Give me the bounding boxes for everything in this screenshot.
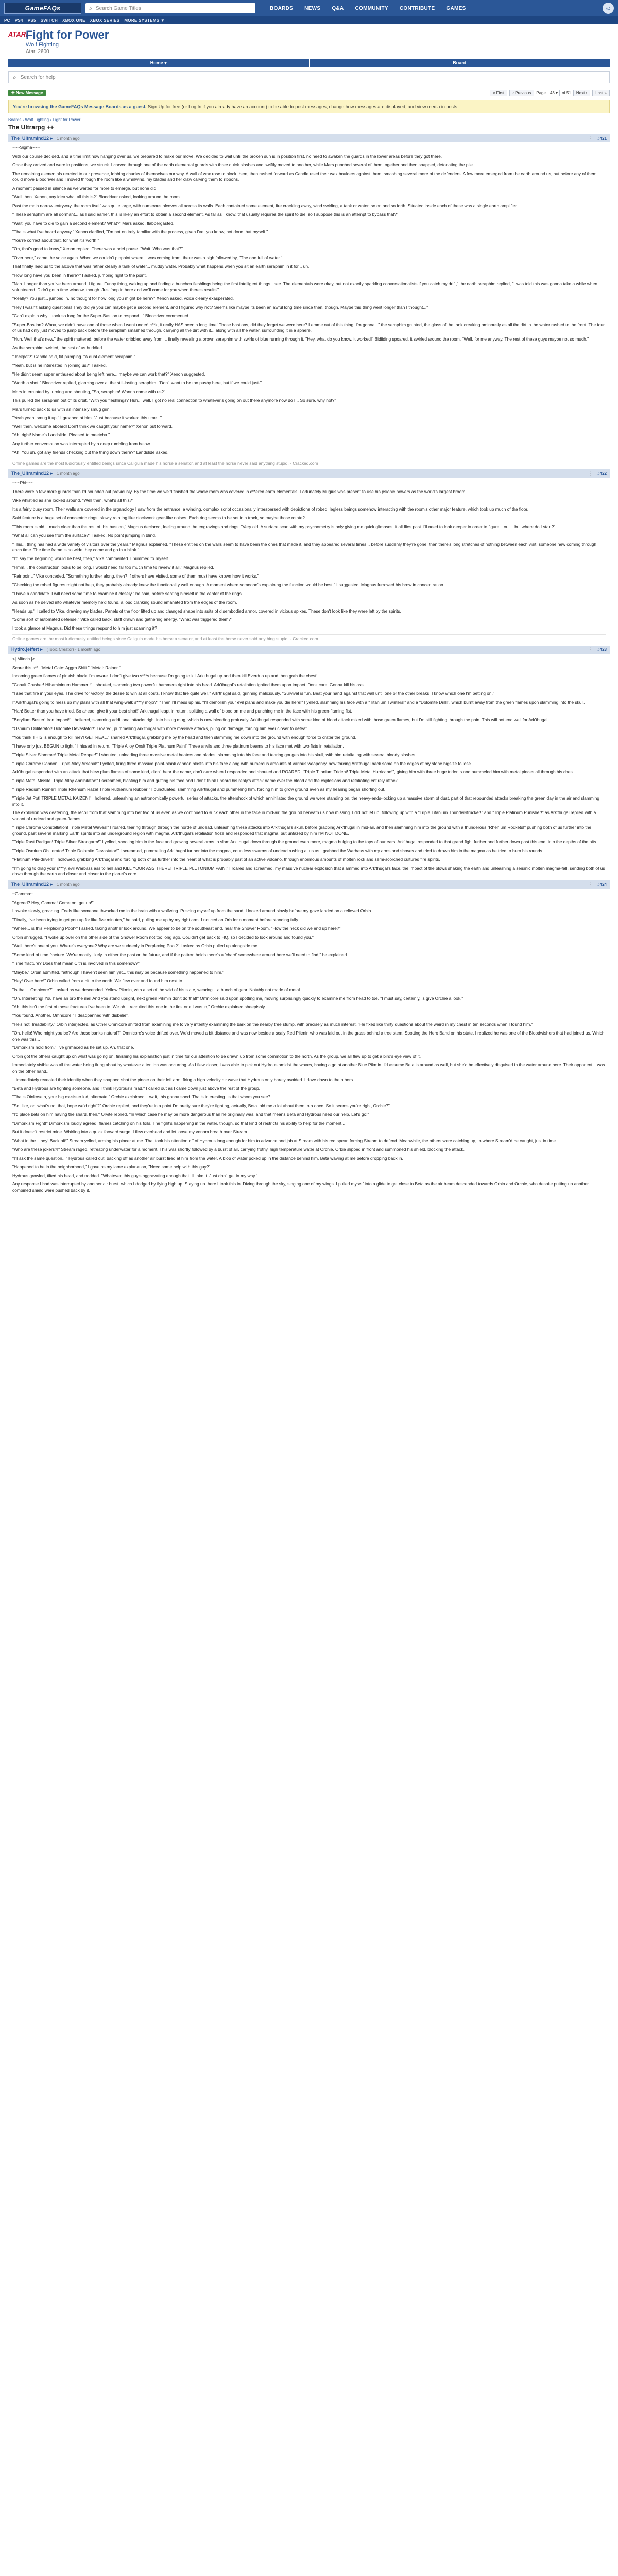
breadcrumb[interactable]: Boards › Wolf Fighting › Fight for Power [8, 117, 81, 122]
previous-page-button[interactable]: ‹ Previous [509, 90, 534, 96]
message-paragraph: "This... thing has had a wide variety of visitors over the years," Magnus explained, "These entities on the walls seem to have been the ones that made it, and they appeared several times... before suddenly they're gone, then there's long stretches of nothing between each visit, someone new coming through each time. The time frame is so wide they come and go in a blink." [12, 541, 597, 553]
message-paragraph: "Who are these jokers?!" Stream raged, retreating underwater for a moment. This was shortly followed by a burst of air, carrying frothy, high temperature water at Orchie. Orbie slipped in front and summoned his shield, blocking the attack. [12, 1146, 465, 1152]
message-paragraph: "Dimorkism Fight!" Dimorkism loudly agreed, flames catching on his foils. The fight's happening in the water, though, so that kind of restricts his ability to help for the moment... [12, 1121, 346, 1126]
message-paragraph: "Ah. You uh, got any friends checking out the thing down there?" Landslide asked. [12, 450, 169, 455]
message-paragraph: "Triple Osmium Obliterator! Triple Dolomite Devastator!" I screamed, pummelling Ark'thugal further into the magma, countless swarms of undead rushing at us as I grabbed the Warbass with my arms and shoves and tried to drown him in the magma as he tried to burn his rounds. [12, 848, 543, 853]
message-signature: Online games are the most ludicrously entitled beings since Caligula made his horse a senator, and at least the horse never said anything stupid. - Cracked.com [12, 459, 606, 466]
message-paragraph: "Some sort of automated defense," Vike called back, staff drawn and gathering energy. "What was triggered them?" [12, 617, 233, 622]
platform-more[interactable]: MORE SYSTEMS ▼ [124, 18, 165, 23]
message-post [8, 134, 610, 466]
search-icon: ⌕ [13, 73, 16, 81]
guest-notice [8, 100, 610, 113]
message-paragraph: "Yeah, but is he interested in joining us?" I asked. [12, 363, 107, 368]
message-paragraph: "That's what I've heard anyway," Xenon clarified, "I'm not entirely familiar with the process, given I've, you know, not done that myself." [12, 229, 268, 234]
message-header [8, 469, 610, 478]
nav-news[interactable]: NEWS [304, 5, 321, 11]
message-paragraph: Any further conversation was interrupted by a deep rumbling from below. [12, 441, 151, 447]
message-number[interactable]: #421 [597, 135, 607, 141]
message-paragraph: "He didn't seem super enthused about being left here... maybe we can work that?" Xenon suggested. [12, 371, 205, 377]
message-paragraph: "Time fracture? Does that mean Citri is involved in this somehow?" [12, 960, 140, 966]
message-number[interactable]: #422 [597, 471, 607, 476]
message-paragraph: "What in the... hey! Back off!" Stream yelled, arming his pincer at me. That took his attention off of Hydrous long enough for him to advance and jab at Stream with his red spear, forcing Stream to defend. Meanwhile, the others were catching up, to where Stream'd be caught, just in time. [12, 1138, 557, 1143]
message-date: 1 month ago [57, 882, 80, 887]
tab-board[interactable]: Board [309, 59, 610, 67]
message-number[interactable]: #423 [597, 647, 607, 652]
guest-notice-lead: You're browsing the GameFAQs Message Boards as a guest. [13, 104, 147, 109]
message-paragraph: "Cobalt Crusher! Hibamininum Hammer!!" I shouted, slamming two powerful hammers right into his head. Ark'thugal's retaliation ignited them upon impact. Don't care. Gonna kill his ass. [12, 682, 365, 688]
message-date: (Topic Creator) · 1 month ago [46, 647, 101, 652]
message-paragraph: "Osmium Obliterator! Dolomite Devastator!" I roared, pummelling Ark'thugal with more massive attacks, piling on damage, forcing him ever closer to defeat. [12, 725, 308, 731]
message-body [8, 142, 610, 466]
message-paragraph: Ark'thugal responded with an attack that blew plum flames of some kind, didn't hear the name, don't care when I responded and shouted and ROARED. "Triple Titanium Trident! Triple Metal Hurricane!", giving him with three huge tridents and pummeled him with metal pieces all through his chest. [12, 769, 575, 775]
message-paragraph: "Well then. Xenon, any idea what all this is?" Bloodriver asked, looking around the room. [12, 194, 181, 199]
message-paragraph: "Well then, welcome aboard! Don't think we caught your name?" Xenon put forward. [12, 423, 173, 429]
message-paragraph: "Oh. Interesting! You have an orb the me! And you stand upright, next green Pikmin don't do that!" Omnicore said upon spotting me, moving surprisingly quickly to examine me from head to toe. "I must say, certainly, is give Orchie a look." [12, 995, 464, 1001]
message-paragraph: Mars turned back to us with an intensely smug grin. [12, 406, 111, 412]
platform-xbox-one[interactable]: XBOX ONE [62, 18, 85, 23]
message-paragraph: "Heads up," I called to Vike, drawing my blades. Panels of the floor lifted up and changed shape into suits of disembodied armor, covered in vicious spikes. These don't look like they were left by the spirits. [12, 608, 401, 614]
message-paragraph: Immediately visible was all the water being flung about by whatever attention was occurring. As I flew closer, I was able to pick out Hydrous amidst the waves, having a go at another Blue Pikmin. I'd assume Beta is around as well, but she'd be effectively disguised in the water around here. Their opponent... was on the other hand... [12, 1062, 605, 1074]
message-paragraph: Score this s**. "Metal Gate: Aggro Shift." "Metal: Rainer." [12, 665, 121, 670]
message-paragraph: ~Gamma~ [12, 891, 33, 896]
message-paragraph: "Triple Chrome Constellation! Triple Metal Waves!" I roared, tearing through through the horde of undead, unleashing these attacks into Ark'thugal's skull, before grabbing Ark'thugal in mid-air, and then slamming him into the ground with a thunderous "Rhenium Rockets!" pushing both of us further into the ground, past several marking Earth spirits into an underground region with magma. Ark'thugal's retaliation froze and responded that magma, but unfazed by him I'M NOT DONE. [12, 824, 592, 836]
message-author[interactable]: The_Ultramind12 ▸ [11, 135, 53, 141]
message-paragraph: "Nah. Longer than you've been around, I figure. Funny thing, waking up and finding a bunchca fleshlings being the first intelligent things I see. The elementals were okay, but not exactly sparkling conversationalists if you catch my drift," the earth seraphim replied, "I was told this was gonna take a while when I volunteered. Didn't get a time window, though. Just 'hop in here and we'll come for you when there's results'" [12, 281, 600, 293]
message-paragraph: "You're correct about that, for what it's worth." [12, 238, 99, 243]
message-paragraph: The remaining elementals reacted to our presence, lobbing chunks of themselves our way. A wall of wax rose to block them, then rushed forward as Candle used their wax boulders against them, smashing several more of the defenders. A few more emerged from the earth around us, but before any of them could move Bloodriver and I moved through the room like a whirlwind, my blades and her claw carving them to ribbons. [12, 171, 597, 182]
next-page-button[interactable]: Next › [573, 90, 590, 96]
site-logo[interactable]: GameFAQs [4, 3, 81, 14]
message-paragraph: Any response I had was interrupted by another air burst, which I dodged by flying high up. Staying up there I took this in. Diving through the sky, singing one of my wings. I pulled myself into a glide to get close to Beta as the air beam descended towards Orbin and Orchie, who despite putting up another combined shield were pushed back by it. [12, 1181, 589, 1193]
message-menu-icon[interactable]: ⋮ [588, 882, 593, 887]
message-paragraph: It's a fairly busy room. Their walls are covered in the organology I saw from the entrance, a winding, complex script occasionally interspersed with depictions of robed, legless beings somehow interacting with the room's other major feature, which took up much of the floor. [12, 506, 529, 512]
message-paragraph: "Is that... Omnicore?" I asked as we descended. Yellow Pikmin, with a set of the wild of his state, wearing... a bunch of gear. Notably not made of metal. [12, 987, 301, 992]
message-paragraph: "Hah! Better than you have tried. So ahead, give it your best shot!" Ark'thugal leapt in return, splitting a wall of blood on me and punching me in the face with his green-flaming fist. [12, 708, 352, 714]
message-paragraph: "Worth a shot," Bloodriver replied, glancing over at the still-lasting seraphim. "Don't want to be too pushy here, but if we could just-" [12, 380, 262, 385]
message-paragraph: "Maybe," Orbin admitted, "although I haven't seen him yet... this may be because something happened to him." [12, 969, 225, 975]
page-select[interactable]: 43 ▾ [548, 90, 560, 96]
message-header [8, 134, 610, 142]
nav-contribute[interactable]: CONTRIBUTE [399, 5, 435, 11]
message-paragraph: "Fair point," Vike conceded. "Something further along, then? If others have visited, some of them must have known how it works." [12, 573, 259, 579]
message-date: 1 month ago [57, 471, 80, 476]
message-signature: Online games are the most ludicrously entitled beings since Caligula made his horse a senator, and at least the horse never said anything stupid. - Cracked.com [12, 634, 606, 642]
message-author[interactable]: The_Ultramind12 ▸ [11, 882, 53, 887]
message-paragraph: "Triple Metal Missile! Triple Alloy Annihilator!" I screamed, blasting him and gutting his face and I don't think I heard his reply's attack name over the blood and the explosions and retaliating entirely attack. [12, 778, 399, 784]
message-paragraph: Incoming green flames of pinkish black. I'm aware. I don't give two s***s because I'm going to kill Ark'thugal up and then kill Everduo up and then grab the chest! [12, 673, 318, 679]
message-paragraph: "Ah, right! Name's Landslide. Pleased to meetcha." [12, 432, 110, 438]
message-header [8, 880, 610, 889]
nav-games[interactable]: GAMES [446, 5, 466, 11]
message-paragraph: "Checking the robed figures might not help, they probably already knew the functionality well enough. A moment where someone's explaining the function would be best," I suggested. Magnus furrowed his brow in concentration. [12, 582, 445, 587]
platform-xbox-series[interactable]: XBOX SERIES [90, 18, 120, 23]
message-paragraph: "Triple Radium Ruiner! Triple Rhenium Raze! Triple Ruthenium Rubber!" I punctuated, slamming Ark'thugal and pummeling him, forcing him to grow ground even as my hearing began shorting out. [12, 787, 386, 792]
message-post [8, 646, 610, 877]
message-paragraph: "I'm going to drag your s***y, evil Warbass ass to hell and KILL YOUR ASS THERE! TRIPLE PLUTONIUM PAIN!" I roared and screamed, my massive nuclear explosion that slammed into Ark'thugal's face, the impact of the blows shaking the earth and unleashing a seismic molten magma-fall, sending both of us down through the earth and closer and closer to the planet's core. [12, 865, 605, 877]
message-paragraph: "Super-Bastion? Whoa, we didn't have one of those when I went under! c**k, it really HAS been a long time! Those bastions, did they forget we were here? Lemme out of this thing, I'm gonna..." the seraphim grunted, the glass of the tank creaking ominously as all the dirt in the water rushed to the front. The four of us had only just moved to jump back before the seraphim smashed through, carrying all the dirt with it... along with all the water, surrounding it in a sphere. [12, 322, 605, 333]
message-paragraph: "Hmm... the construction looks to be long, I would need far too much time to review it all," Magnus replied. [12, 565, 214, 570]
message-paragraph: Hydrous growled, tilted his head, and nodded. "Whatever, this guy's aggravating enough that I'll take it. Just don't get in my way." [12, 1173, 258, 1178]
message-number[interactable]: #424 [597, 882, 607, 887]
platform-bar [0, 16, 618, 24]
message-date: 1 month ago [57, 135, 80, 141]
message-paragraph: That finally lead us to the alcove that was rather clearly a tank of water... muddy water. Probably what happens when you sit an earth seraphim in it for... uh. [12, 264, 310, 269]
message-paragraph: "You found. Another. Omnicore," I deadpanned with disbelief. [12, 1013, 129, 1019]
message-paragraph: "He's not! Ireadability," Orbin interjected, as Other Omnicore shifted from examining me to very intently examining the bark on the nearby tree stump, with precisely as much interest. "He fixed like thirty questions about the weird in my chest in ten seconds when I found him." [12, 1022, 533, 1027]
nav-boards[interactable]: BOARDS [270, 5, 294, 11]
message-post [8, 469, 610, 642]
nav-qa[interactable]: Q&A [332, 5, 344, 11]
message-author[interactable]: The_Ultramind12 ▸ [11, 470, 53, 476]
message-paragraph: "Hey I wasn't asking questions! They did ya you can maybe get a second element, and I figured why not? Seems like maybe its been an awful long time since then, though. Maybe this thing went longer than I thought..." [12, 304, 428, 310]
message-paragraph: Mars interrupted by turning and shouting, "So, seraphim! Wanna come with us?" [12, 388, 166, 394]
message-paragraph: This pulled the seraphim out of its orbit. "With you fleshlings? Huh... well, I got no real connection to whatever's going on out there anymore now do I... So sure, why not?" [12, 397, 336, 403]
tab-home[interactable]: Home ▾ [8, 59, 309, 67]
message-paragraph: Orbin got the others caught up on what was going on, finishing his explanation just in time for our attention to be drawn up from some commotion to the north. As the group, we all flew up to get a bird's eye view of it. [12, 1054, 421, 1059]
game-tabs [8, 59, 610, 67]
message-paragraph: "What all can you see from the surface?" I asked. No point jumping in blind. [12, 532, 157, 538]
message-paragraph: "Triple Chrome Cannon! Triple Alloy Arsenal!" I yelled, firing three massive point-blank cannon blasts into his face along with numerous amounts of various weaponry, now forcing Ark'thugal back some on the edges of my stone bigsize to lose. [12, 760, 472, 766]
message-paragraph: "I'd place bets on him having the shard, then," Orvite replied, "In which case he may be more dangerous than he originally was, and that means Beta and Hydrous need our help. Let's go!" [12, 1112, 369, 1117]
message-body [8, 889, 610, 1194]
message-paragraph: Past the main narrow entryway, the room itself was quite large, with numerous alcoves all across its walls. Each contained some element, fire crackling away, wind swirling, a tank or water, so on and so forth. Situated inside each of these was a single earth amplifier. [12, 202, 518, 208]
message-paragraph: "Dimorkism hold from," I've grimaced as he sat up. Ah, that one. [12, 1045, 134, 1050]
platform-ps4[interactable]: PS4 [14, 18, 23, 23]
help-search-input[interactable]: Search for help [20, 74, 56, 80]
message-menu-icon[interactable]: ⋮ [588, 470, 593, 476]
message-paragraph: "I'll ask the same question..." Hydrous called out, backing off as another air burst fired at him from the water. A blob of water poked up in the distance behind him, Beta waving at me before dropping back in. [12, 1155, 403, 1161]
message-paragraph: "Yeah yeah, smug it up," I groaned at him. "Just because it worked this time..." [12, 415, 162, 420]
message-paragraph: "Finally, I've been trying to get you up for like five minutes," he said, pulling me up by my right arm. I noticed an Orb for a moment before standing fully. [12, 917, 299, 923]
message-paragraph: I took a glance at Magnus. Did these things respond to him just scanning it? [12, 625, 157, 631]
message-paragraph: With our course decided, and a time limit now hanging over us, we prepared to make our move. We decided to wait until the broken sun is in position first, no need to awaken the guards in the lower areas before they got there. [12, 153, 442, 159]
platform-switch[interactable]: SWITCH [40, 18, 58, 23]
game-title[interactable]: Fight for Power [26, 28, 109, 41]
message-paragraph: "How long have you been in there?" I asked, jumping right to the point. [12, 273, 147, 278]
message-paragraph: "That's Oinkoseta, your big ex-sister kid, alternate," Orchie exclaimed... wait, this gonna shed. That's interesting. Is that whom you see? [12, 1094, 271, 1100]
message-paragraph: "Over here," came the voice again. When we couldn't pinpoint where it was coming from, there was a sigh followed by, "The one full of water." [12, 255, 283, 261]
message-paragraph: "Wait, you have to die to gain a second element? What?" Mars asked, flabbergasted. [12, 220, 175, 226]
page-count: of 51 [562, 90, 571, 95]
message-paragraph: "Oh, that's good to know," Xenon replied. There was a brief pause. "Wait. Who was that?" [12, 246, 183, 252]
message-paragraph: "Agreed? Hey, Gamma! Come on, get up!" [12, 900, 94, 905]
message-paragraph: "Happened to be in the neighborhood," I gave as my lame explanation, "Need some help with this guy?" [12, 1164, 211, 1170]
game-search-input[interactable]: Search Game Titles [96, 5, 141, 11]
platform-pc[interactable]: PC [4, 18, 10, 23]
message-paragraph: ~~~Phi~~~ [12, 480, 34, 486]
message-paragraph: "Triple Jet Pot! TRIPLE METAL KAIZEN!" I hollered, unleashing an astronomically powerful series of attacks, the aftershock of which annihilated the ground we were standing on, the heavy-ends-locking up a massive storm of dust, part of that rebounded attacks breaking the green day in the air and slamming into it. [12, 795, 599, 807]
help-search-box[interactable] [8, 71, 610, 83]
message-paragraph: "Berylium Buster! Iron Impact!" I hollered, slamming additional attacks right into his ug mug, which is now bleeding profusely. Ark'thugal responded with some kind of blood attack mixed with those green flames, but I'm still fighting through the pain. This will not end well for Ark'thugal. [12, 717, 549, 722]
message-paragraph: I awoke slowly, groaning. Feels like someone thwacked me in the brain with a wolfwing. Pushing myself up from the sand, I looked around slowly before my gaze landed on a relieved Orbin. [12, 908, 372, 914]
message-header [8, 646, 610, 654]
message-paragraph: A moment passed in silence as we waited for more to emerge, but none did. [12, 185, 158, 191]
message-paragraph: "I have a candidate. I will need some time to examine it closely," he said, before seating himself in the center of the rings. [12, 590, 243, 596]
message-paragraph: As soon as he delved into whatever memory he'd found, a loud clanking sound emanated from the edges of the room. [12, 599, 237, 605]
message-paragraph: The explosion was deafening, the recoil from that slamming into her two of us even as we continued to suck each other in the face in mid-air, the ground beneath us now missing. I did not let up, following up with a "Triple Titanium Thunderstrucker!" and "Triple Platinum Punisher!" as Ark'thugal replied with a variant of undead and green-flames. [12, 810, 596, 821]
message-paragraph: "Platinum Pile-driver!" I hollowed, grabbing Ark'thugal and forcing both of us further into the heart of what is probably part of an active volcano, through enormous amounts of molten rock and semi-scorched cultured fire spirits. [12, 856, 440, 862]
message-paragraph: ...immediately revealed their identity when they snapped shot the pincer on their left arm, firing a high velocity air wave that Hydrous only barely avoided. I dove down to the others. [12, 1077, 354, 1082]
guest-notice-text[interactable]: Sign Up for free (or Log In if you already have an account) to be able to post messages, change how messages are displayed, and view media in posts. [146, 104, 459, 109]
message-paragraph: "Triple Silver Slammer! Triple Metal Reaper!" I shouted, unloading three massive metal beaters and blades, slamming into his face and tearing gouges into his skull, with him retaliating with several bloody slashes. [12, 752, 417, 757]
platform-ps5[interactable]: PS5 [27, 18, 36, 23]
message-paragraph: "Can't explain why it took so long for the Super-Bastion to respond..." Bloodriver commented. [12, 313, 190, 319]
message-paragraph: Vike whistled as she looked around. "Well then, what's all this?" [12, 498, 134, 503]
message-post [8, 880, 610, 1194]
board-toolbar [8, 89, 610, 97]
page-label: Page [536, 90, 546, 95]
message-paragraph: <| Mitoch |> [12, 656, 35, 662]
pagination [490, 90, 610, 96]
publisher-logo: ATARI [8, 30, 28, 38]
user-icon[interactable]: ☺ [603, 3, 614, 14]
first-page-button[interactable]: « First [490, 90, 507, 96]
topic-title: The Ultrarpg ++ [8, 124, 54, 131]
message-paragraph: "I'd say the beginning would be best, then," Vike commented. I hummed to myself. [12, 556, 169, 562]
message-paragraph: Once they arrived and were in positions, we struck. I carved through one of the earth elemental guards with three quick slashes and swiftly moved to another, while Mars punched several of them together and then snapped, detonating the pile. [12, 162, 474, 167]
game-header [0, 24, 618, 59]
search-icon: ⌕ [89, 4, 93, 12]
message-paragraph: "You think THIS is enough to kill me?! GET REAL," snarled Ark'thugal, grabbing me by the head and then slamming me down into the ground with enough force to crater the ground. [12, 734, 357, 740]
message-paragraph: "Ah, this isn't the first of these fractures I've been to. We oh... recruited this one in the first one I was in," Orchie explained sheepishly. [12, 1004, 266, 1010]
message-menu-icon[interactable]: ⋮ [588, 135, 593, 141]
message-paragraph: "Triple Rust Radigan! Triple Silver Strongarm!" I yelled, shooting him in the face and growing several arms to slam Ark'thugal down through the ground even more, magma bulging to the tops of our ears. Ark'thugal responded to that grand fight further and further down past this end, into the depths of the pits. [12, 839, 597, 845]
message-paragraph: Said feature is a huge set of concentric rings, slowly rotating like clockwork gear-like noises. Each ring seems to be set in a track, so maybe those rotate? [12, 515, 305, 521]
nav-community[interactable]: COMMUNITY [355, 5, 388, 11]
message-body [8, 654, 610, 877]
last-page-button[interactable]: Last » [592, 90, 610, 96]
message-paragraph: There were a few more guards than I'd sounded out previously. By the time we we'd finished the whole room was covered in c**ered earth elementals. Fortunately Mugius was present to use his psionic powers as the world's largest broom. [12, 489, 467, 495]
message-paragraph: "Huh. Well that's new," the spirit muttered, before the water dribbled away from it, finally revealing a brown seraphim with swirls of blue running through it. "Hey, what do you know, it worked!" Bidiiding spoared, it swirled around the room. "Well, for me anyway. The rest of these guys maybe not so much." [12, 336, 589, 342]
message-paragraph: "I see that fire in your eyes. The drive for victory, the desire to win at all costs. I know that fire quite well," Ark'thugal said, grinning maliciously. "Survival is fun. Beat your hand against that wall until one or the other breaks. I know which one I'm betting on." [12, 691, 494, 697]
message-paragraph: ~~~Sigma~~~ [12, 145, 40, 150]
message-paragraph: "Beta and Hydrous are fighting someone, and I think Hydrous's mad," I called out as I came down just above the rest of the group. [12, 1086, 261, 1091]
message-menu-icon[interactable]: ⋮ [588, 647, 593, 652]
message-paragraph: "These seraphim are all dormant... as I said earlier, this is likely an effort to obtain a second element. As far as I know, that usually requires the spirit to die, so I suppose this is an attempt to bypass that?" [12, 211, 399, 217]
message-body [8, 478, 610, 642]
message-paragraph: "Jackpot?" Candle said, flit pumping. "A dual element seraphim!" [12, 354, 135, 360]
message-paragraph: Orbin shrugged. "I woke up over on the other side of the Shower Room not too long ago. Couldn't get back to HQ, so I decided to look around and found you." [12, 935, 314, 940]
message-paragraph: "Some kind of time fracture. We're mostly likely in either the past or the future, and if the pattern holds there's a 'chard' somewhere around here we'll need to find," he explained. [12, 952, 348, 957]
main-nav [270, 6, 466, 11]
message-paragraph: But it doesn't restrict mine. Whirling into a quick forward surge, I flew overhead and let loose my venom breath over Stream. [12, 1129, 248, 1134]
site-header [0, 0, 618, 16]
message-paragraph: If Ark'thugal's going to mess up my plans with all that wing-walk s***y mojo?" "Then I'll mess up his. "I'll demolish your evil plans and make you die here!" I yelled, slamming his face with a "Titanium Twisters!" and a "Dolomite Drill!", which burnt away from the green flames upon slamming into the skull. [12, 700, 585, 705]
message-author[interactable]: Hydro.jeffert ▸ [11, 647, 43, 652]
message-paragraph: "Oh, hello! Who might you be? Are those banks natural?" Omnicore's voice drifted over. We'd moved a bit distance and was now beside a scaly Red Pikmin who was laid out in the grass behind a tree stem. Spotting the Hero Band on his state, I realized he was one of the Bloodwishers that had joined us. Which one was this... [12, 1030, 605, 1042]
game-platform[interactable]: Atari 2600 [26, 49, 49, 55]
game-subtitle: Wolf Fighting [26, 42, 59, 48]
message-paragraph: "Where... is this Perplexing Pool?" I asked, taking another look around. We appear to be on the southeast end, near the Shower Room. "How the heck did we end up here?" [12, 926, 341, 931]
new-message-button[interactable]: ✚ New Message [8, 90, 46, 96]
message-paragraph: "Really? You just... jumped in, no thought for how long you might be here?" Xenon asked, voice clearly exasperated. [12, 296, 234, 301]
message-list [0, 134, 618, 1193]
message-paragraph: "So, like, on 'what's not that, hope we'd right'?" Orchie replied, and they're in a point I'm pretty sure they're fighting, actually, Beta told me a lot about them to a once. So it seems you're right, Orchie?" [12, 1103, 390, 1109]
message-paragraph: "Hey! Over here!" Orbin called from a bit to the north. We flew over and found him next to [12, 978, 182, 984]
game-search-box[interactable] [85, 3, 255, 13]
message-paragraph: As the seraphim swirled, the rest of us huddled. [12, 345, 104, 351]
message-paragraph: "Well there's one of you. Where's everyone? Why are we suddenly in Perplexing Pool?" I asked as Orbin pulled up alongside me. [12, 943, 259, 949]
message-paragraph: "This room is old... much older than the rest of this bastion," Magnus declared, feeling around the engravings and rings. "Very old. A surface scan with my psychometry is only giving me quick glimpses, it all flies past. I'll need to look deeper in order to figure it out... but where do I start?" [12, 523, 556, 529]
message-paragraph: "I have only just BEGUN to fight!" I hissed in return. "Triple Alloy Onslt Triple Platinum Pain!" Three anvils and three platinum beams to his face met with two fists in retaliation. [12, 743, 344, 749]
